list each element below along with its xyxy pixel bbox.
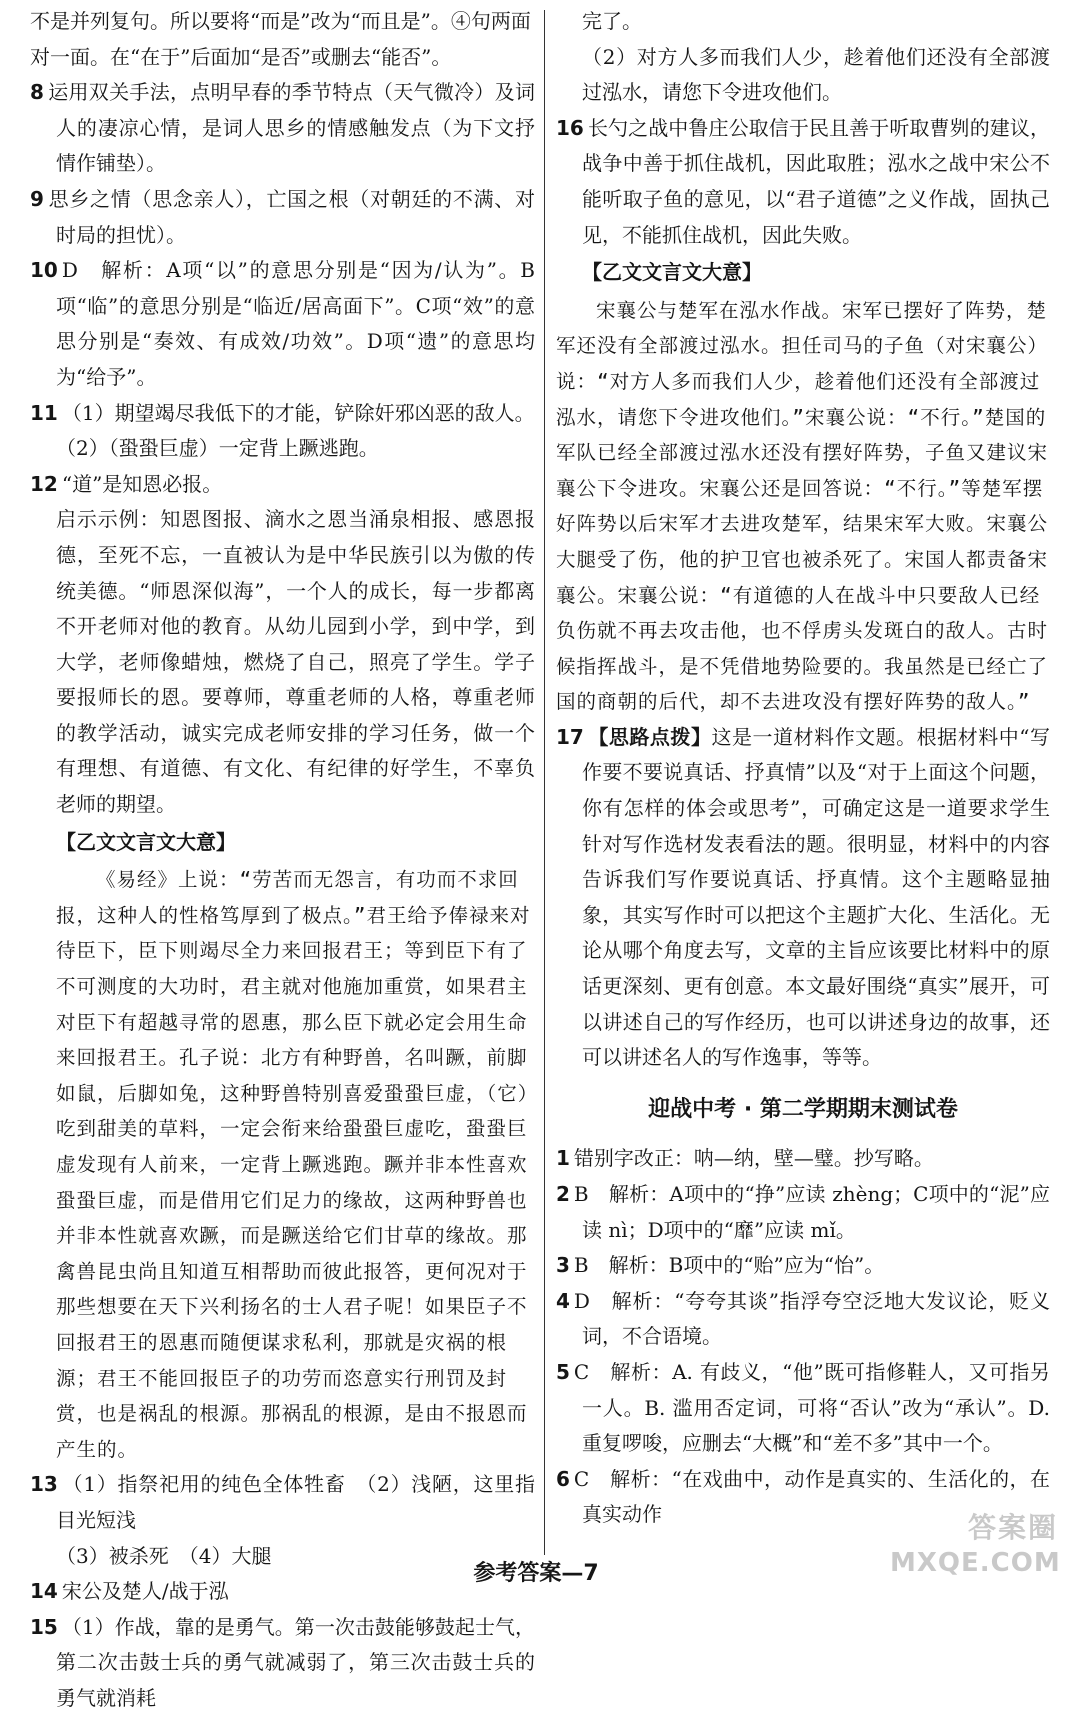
- answer-16: [556, 111, 1050, 253]
- watermark-top: 答案圈: [967, 1511, 1058, 1544]
- answer-text: D 解析：A项“以”的意思分别是“因为/认为”。B项“临”的意思分别是“临近/居高面下”。C项“效”的意思分别是“奏效、有成效/功效”。D项“遗”的意思均为“给予”。: [56, 258, 535, 389]
- answer-8: [30, 75, 535, 182]
- answer-15-part-2: （2）对方人多而我们人少，趁着他们还没有全部渡过泓水，请您下令进攻他们。: [582, 44, 1050, 105]
- answer-text: 这是一道材料作文题。根据材料中“写作要不要说真话、抒真情”以及“对于上面这个问题，你有怎样的体会或思考”，可确定这是一道要求学生针对写作选材发表看法的题。很明显，材料中的内容告诉我们写作要说真话、抒真情。这个主题略显抽象，其实写作时可以把这个主题扩大化、生活化。无论从哪个角度去写，文章的主旨应该要比材料中的原话更深刻、更有创意。本文最好围绕“真实”展开，可以讲述自己的写作经历，也可以讲述身边的故事，还可以讲述名人的写作逸事，等等。: [582, 724, 1051, 1070]
- right-column: [556, 4, 1050, 1533]
- answer-number: 13: [30, 1472, 58, 1497]
- answer-text: 思乡之情（思念亲人），亡国之根（对朝廷的不满、对时局的担忧）。: [47, 186, 535, 247]
- continuation-line-2: 对一面。在“在于”后面加“是否”或删去“能否”。: [30, 44, 452, 69]
- answer-text: （1）指祭祀用的纯色全体牲畜 （2）浅陋，这里指目光短浅: [56, 1472, 535, 1532]
- question-1: [556, 1141, 1050, 1177]
- question-4: [556, 1284, 1050, 1355]
- answer-9: [30, 182, 535, 253]
- answer-number: 4: [556, 1288, 570, 1313]
- answer-number: 9: [30, 186, 44, 211]
- answer-number: 3: [556, 1253, 570, 1278]
- answer-text: （1）期望竭尽我低下的才能，铲除奸邪凶恶的敌人。: [61, 400, 535, 425]
- answer-number: 12: [30, 471, 58, 496]
- answer-text: B 解析：A项中的“挣”应读 zhèng；C项中的“泥”应读 nì；D项中的“靡”应读 mǐ。: [573, 1182, 1050, 1242]
- answer-text: 宋公及楚人/战于泓: [61, 1579, 229, 1604]
- translation-heading: 【乙文文言文大意】: [56, 829, 236, 854]
- answer-text: C 解析：A. 有歧义，“他”既可指修鞋人，又可指另一人。B. 滥用否定词，可将“否认”改为“承认”。D. 重复啰唆，应删去“大概”和“差不多”其中一个。: [573, 1359, 1050, 1456]
- answer-text: “道”是知恩必报。: [61, 471, 223, 496]
- answer-text: （1）作战，靠的是勇气。第一次击鼓能够鼓起士气，第二次击鼓士兵的勇气就减弱了，第三次击鼓士兵的勇气就消耗: [56, 1614, 535, 1710]
- continuation-line-1: 不是并列复句。所以要将“而是”改为“而且是”。④句两面: [30, 9, 531, 33]
- answer-12: [30, 467, 535, 823]
- answer-text: B 解析：B项中的“贻”应为“怡”。: [573, 1253, 885, 1278]
- answer-number: 2: [556, 1182, 570, 1206]
- watermark-bottom: MXQE.COM: [890, 1548, 1061, 1578]
- question-2: [556, 1177, 1050, 1248]
- question-3: [556, 1248, 1050, 1284]
- answer-number: 16: [556, 115, 584, 140]
- answer-number: 1: [556, 1146, 570, 1171]
- answer-11: [30, 396, 535, 467]
- left-column: [30, 4, 535, 1717]
- answer-15: [30, 1610, 535, 1717]
- answer-text: C 解析：“在戏曲中，动作是真实的、生活化的，在真实动作: [573, 1466, 1050, 1527]
- answer-number: 11: [30, 400, 58, 425]
- translation-text: 宋襄公与楚军在泓水作战。宋军已摆好了阵势，楚军还没有全部渡过泓水。担任司马的子鱼（对宋襄公）说：“对方人多而我们人少，趁着他们还没有全部渡过泓水，请您下令进攻他们。”宋襄公说：“不行。”楚国的军队已经全部渡过泓水还没有摆好阵势，子鱼又建议宋襄公下令进攻。宋襄公还是回答说：“不行。”等楚军摆好阵势以后宋军才去进攻楚军，结果宋军大败。宋襄公大腿受了伤，他的护卫官也被杀死了。宋国人都责备宋襄公。宋襄公说：“有道德的人在战斗中只要敌人已经负伤就不再去攻击他，也不俘虏头发斑白的敌人。古时候指挥战斗，是不凭借地势险要的。我虽然是已经亡了国的商朝的后代，却不去进攻没有摆好阵势的敌人。”: [556, 298, 1049, 714]
- answer-number: 15: [30, 1614, 58, 1639]
- question-5: [556, 1355, 1050, 1462]
- answer-number: 5: [556, 1359, 570, 1384]
- translation-text: 《易经》上说：“劳苦而无怨言，有功而不求回报，这种人的性格笃厚到了极点。”君王给予俸禄来对待臣下，臣下则竭尽全力来回报君王；等到臣下有了不可测度的大功时，君主就对他施加重赏，如果君主对臣下有超越寻常的恩惠，那么臣下就必定会用生命来回报君王。孔子说：北方有种野兽，名叫蹶，前脚如鼠，后脚如兔，这种野兽特别喜爱蛩蛩巨虚，（它）吃到甜美的草料，一定会衔来给蛩蛩巨虚吃，蛩蛩巨虚发现有人前来，一定背上蹶逃跑。蹶并非本性喜欢蛩蛩巨虚，而是借用它们足力的缘故，这两种野兽也并非本性就喜欢蹶，而是蹶送给它们甘草的缘故。那禽兽昆虫尚且知道互相帮助而彼此报答，更何况对于那些想要在天下兴利扬名的士人君子呢！如果臣子不回报君王的恩惠而随便谋求私利，那就是灾祸的根源；君王不能回报臣子的功劳而恣意实行刑罚及封赏，也是祸乱的根源。那祸乱的根源，是由不报恩而产生的。: [56, 868, 531, 1461]
- answer-number: 10: [30, 258, 58, 283]
- answer-number: 17: [556, 724, 584, 749]
- page-footer: 参考答案—7: [473, 1561, 599, 1586]
- hint-label: 【思路点拨】: [587, 724, 712, 749]
- continuation-line: 完了。: [582, 9, 642, 33]
- answer-text: （3）被杀死 （4）大腿: [56, 1543, 272, 1568]
- answer-text: D 解析：“夸夸其谈”指浮夸空泛地大发议论，贬义词，不合语境。: [573, 1288, 1050, 1349]
- translation-heading: 【乙文文言文大意】: [582, 260, 762, 285]
- answer-number: 14: [30, 1579, 58, 1604]
- answer-17: [556, 720, 1050, 1076]
- answer-text: 运用双关手法，点明早春的季节特点（天气微冷）及词人的凄凉心情，是词人思乡的情感触发点（为下文抒情作铺垫）。: [47, 80, 535, 176]
- answer-10: [30, 253, 535, 395]
- answer-text: 启示示例：知恩图报、滴水之恩当涌泉相报、感恩报德，至死不忘，一直被认为是中华民族引以为傲的传统美德。“师恩深似海”，一个人的成长，每一步都离不开老师对他的教育。从幼儿园到小学，到中学，到大学，老师像蜡烛，燃烧了自己，照亮了学生。学子要报师长的恩。要尊师，尊重老师的人格，尊重老师的教学活动，诚实完成老师安排的学习任务，做一个有理想、有道德、有文化、有纪律的好学生，不辜负老师的期望。: [56, 507, 535, 817]
- section-title: 迎战中考 · 第二学期期末测试卷: [648, 1096, 958, 1122]
- answer-text: 长勺之战中鲁庄公取信于民且善于听取曹刿的建议，战争中善于抓住战机，因此取胜；泓水之战中宋公不能听取子鱼的意见，以“君子道德”之义作战，固执己见，不能抓住战机，因此失败。: [582, 115, 1050, 247]
- column-divider: [544, 10, 545, 1555]
- answer-number: 6: [556, 1466, 570, 1491]
- answer-number: 8: [30, 80, 44, 105]
- answer-text: （2）（蛩蛩巨虚）一定背上蹶逃跑。: [56, 436, 379, 461]
- answer-text: 错别字改正：呐—纳，壁—璧。抄写略。: [573, 1146, 934, 1171]
- watermark-logo: [890, 1510, 1061, 1590]
